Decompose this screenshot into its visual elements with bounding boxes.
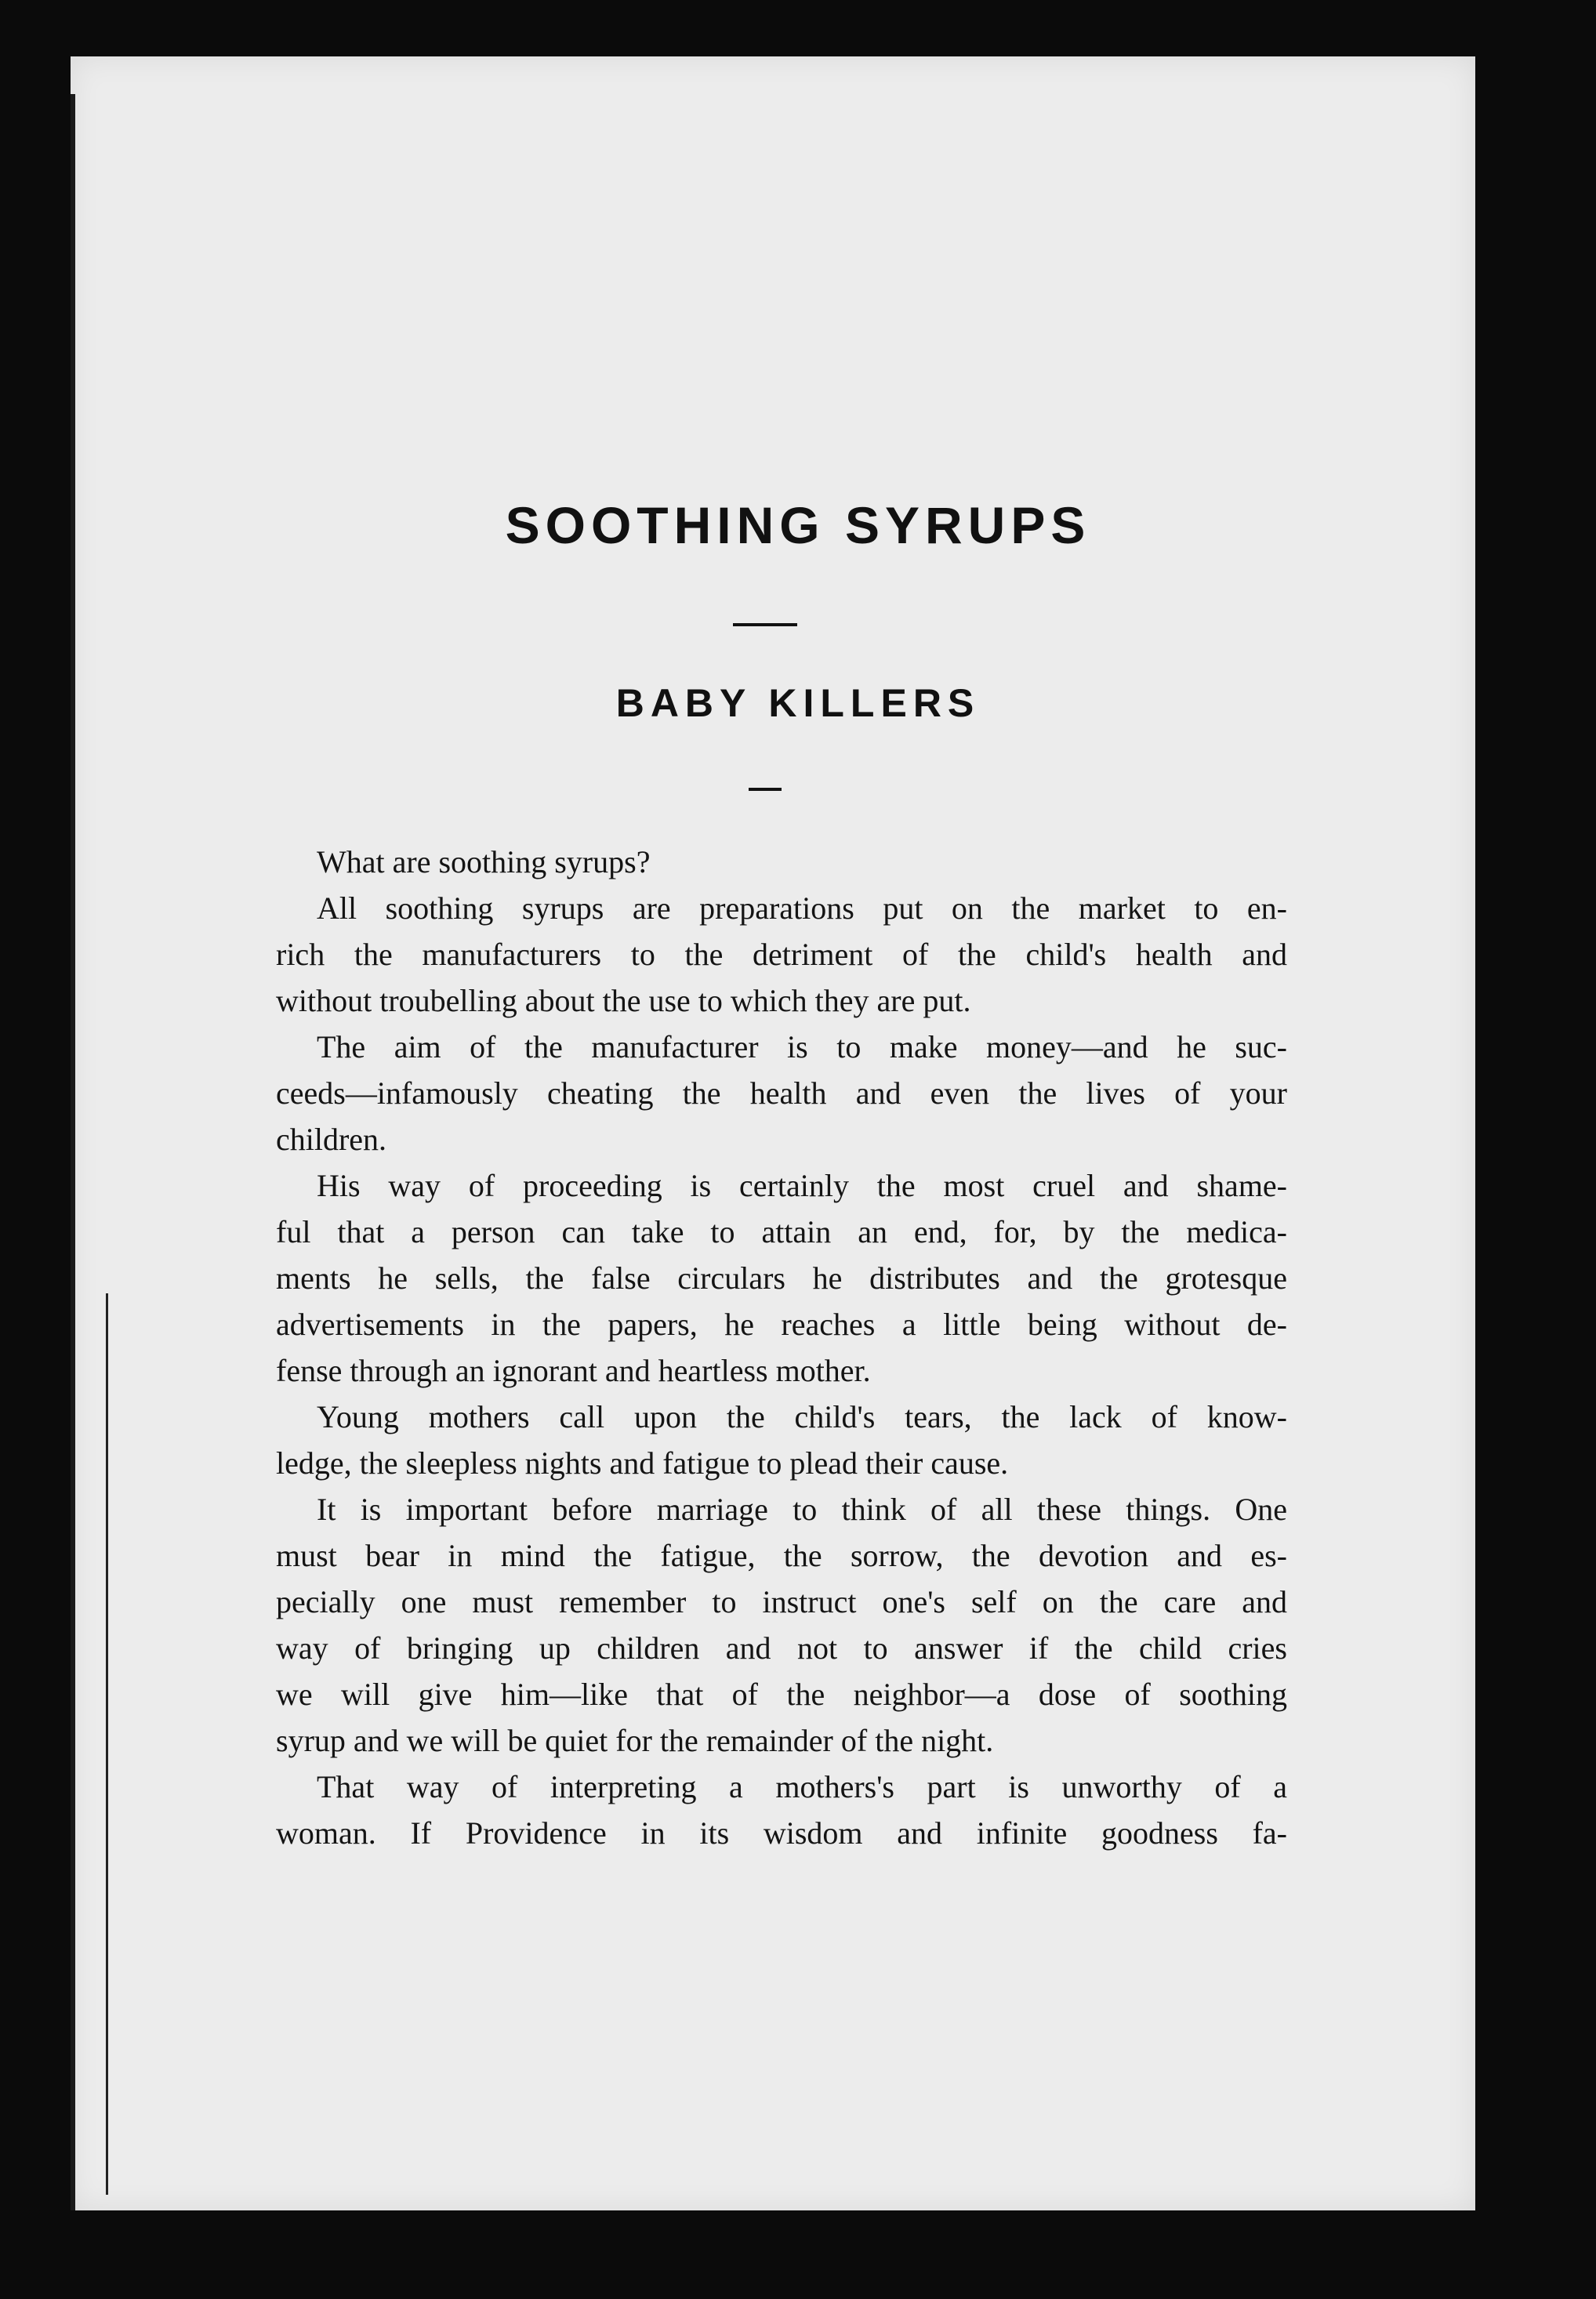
text-line: without troubelling about the use to which they are put. [276, 983, 971, 1018]
text-line: It is important before marriage to think of all these things. One [317, 1492, 1287, 1527]
text-line: The aim of the manufacturer is to make money—and he suc- [317, 1029, 1287, 1064]
text-line: That way of interpreting a mothers's part is unworthy of a [317, 1769, 1287, 1804]
text-line: What are soothing syrups? [317, 844, 651, 879]
subtitle-divider [749, 788, 782, 791]
body-text [276, 839, 1287, 1856]
page-edge-shadow [71, 94, 75, 2210]
text-line: fense through an ignorant and heartless mother. [276, 1353, 871, 1388]
text-line: syrup and we will be quiet for the remainder of the night. [276, 1723, 994, 1758]
paragraph [276, 1024, 1287, 1162]
page-subtitle: BABY KILLERS [615, 681, 981, 725]
paragraph [276, 1486, 1287, 1764]
text-line: we will give him—like that of the neighbor—a dose of soothing [276, 1677, 1287, 1712]
text-line: ments he sells, the false circulars he distributes and the grotesque [276, 1260, 1287, 1296]
text-line: Young mothers call upon the child's tears, the lack of know- [317, 1399, 1287, 1434]
text-line: pecially one must remember to instruct one's self on the care and [276, 1584, 1287, 1619]
text-line: children. [276, 1122, 387, 1157]
text-line: woman. If Providence in its wisdom and infinite goodness fa- [276, 1815, 1287, 1851]
text-line: ceeds—infamously cheating the health and even the lives of your [276, 1075, 1287, 1111]
paragraph [276, 885, 1287, 1024]
text-line: All soothing syrups are preparations put on the market to en- [317, 890, 1287, 926]
text-line: His way of proceeding is certainly the most cruel and shame- [317, 1168, 1287, 1203]
gutter-line [106, 1293, 108, 2195]
text-line: advertisements in the papers, he reaches a little being without de- [276, 1307, 1287, 1342]
paragraph [276, 1764, 1287, 1856]
text-line: must bear in mind the fatigue, the sorrow, the devotion and es- [276, 1538, 1287, 1573]
text-line: ledge, the sleepless nights and fatigue to plead their cause. [276, 1445, 1009, 1481]
text-line: way of bringing up children and not to answer if the child cries [276, 1630, 1287, 1666]
paragraph [276, 1394, 1287, 1486]
paragraph [276, 839, 1287, 885]
paragraph [276, 1162, 1287, 1394]
title-divider [733, 623, 797, 626]
text-line: ful that a person can take to attain an end, for, by the medica- [276, 1214, 1287, 1249]
text-line: rich the manufacturers to the detriment of the child's health and [276, 937, 1287, 972]
page-title: SOOTHING SYRUPS [505, 496, 1091, 554]
